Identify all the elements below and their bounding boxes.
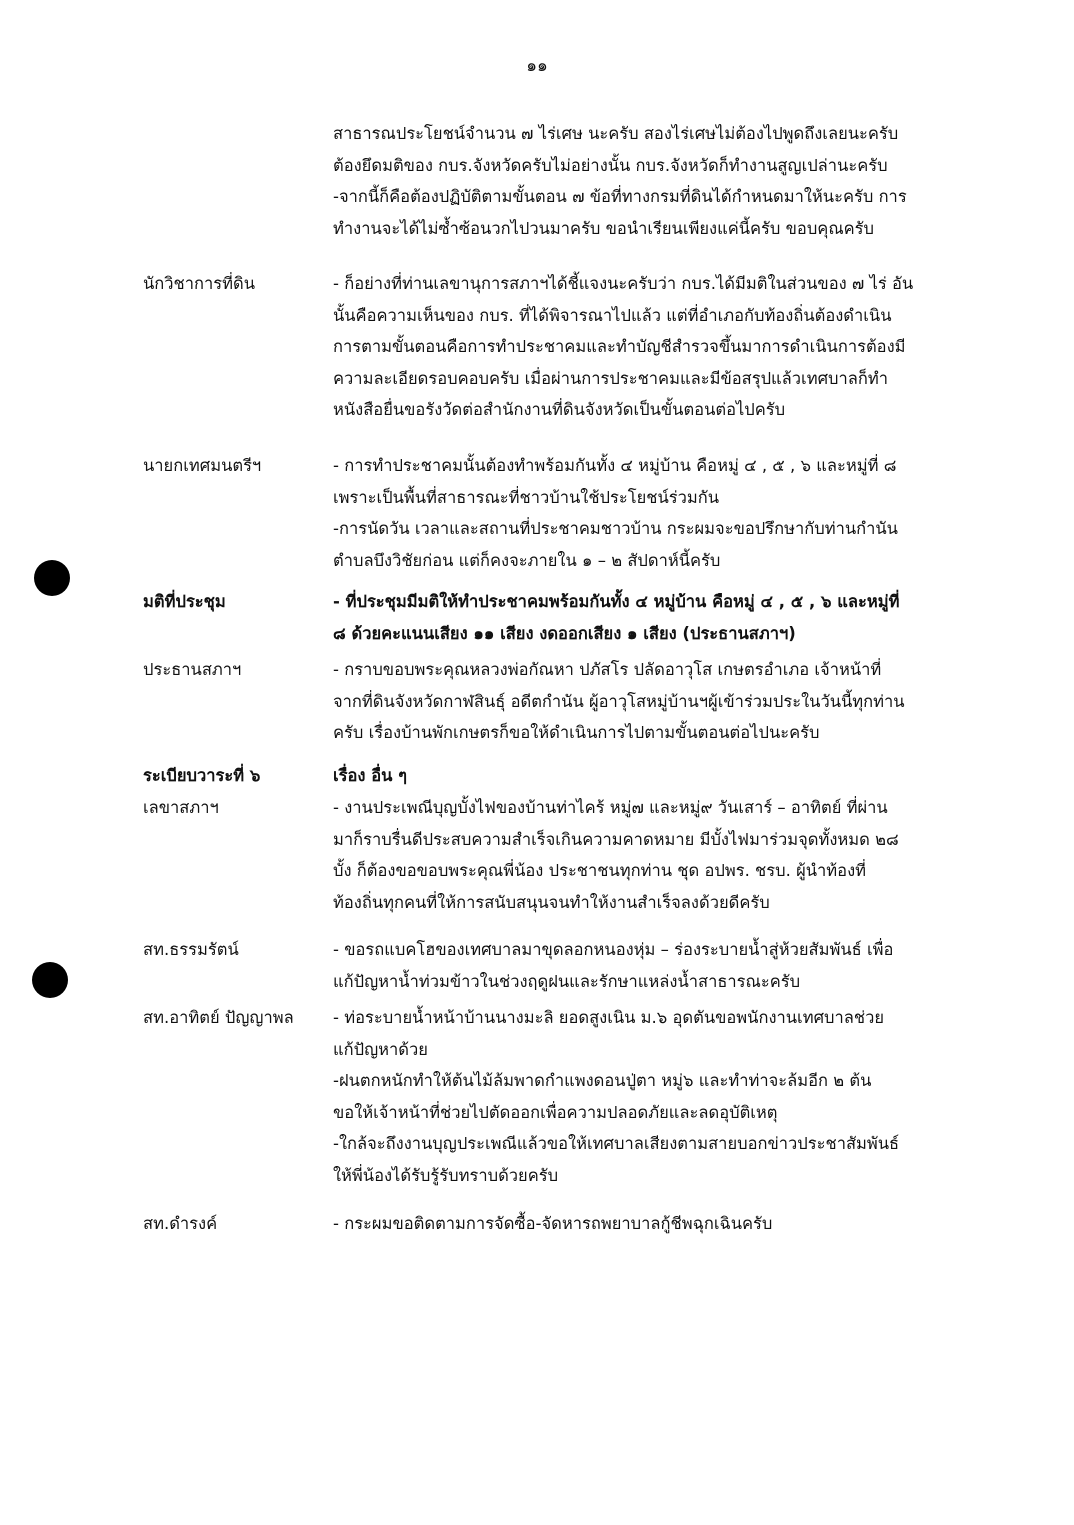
text-line: -การนัดวัน เวลาและสถานที่ประชาคมชาวบ้าน กระผมจะขอปรึกษากับท่านกำนัน <box>333 519 898 538</box>
text-line: -ฝนตกหนักทำให้ต้นไม้ล้มพาดกำแพงดอนปู่ตา หมู่๖ และทำท่าจะล้มอีก ๒ ต้น <box>333 1071 872 1090</box>
speaker-label: นักวิชาการที่ดิน <box>143 274 255 293</box>
text-line: นั้นคือความเห็นของ กบร. ที่ได้พิจารณาไปแล้ว แต่ที่อำเภอกับท้องถิ่นต้องดำเนิน <box>333 305 892 325</box>
block-text <box>333 654 933 749</box>
block-text <box>333 934 933 997</box>
block-text <box>333 118 933 244</box>
text-line: ต้องยึดมติของ กบร.จังหวัดครับไม่อย่างนั้น กบร.จังหวัดก็ทำงานสูญเปล่านะครับ <box>333 155 888 175</box>
punch-hole-top <box>34 560 70 596</box>
text-line: - ขอรถแบคโฮของเทศบาลมาขุดลอกหนองหุ่ม – ร่องระบายน้ำสู่ห้วยสัมพันธ์ เพื่อ <box>333 940 894 959</box>
text-line: ตำบลบึงวิชัยก่อน แต่ก็คงจะภายใน ๑ – ๒ สัปดาห์นี้ครับ <box>333 550 721 570</box>
speaker-label: ระเบียบวาระที่ ๖ <box>143 766 261 785</box>
text-line: - งานประเพณีบุญบั้งไฟของบ้านท่าไคร้ หมู่๗ และหมู่๙ วันเสาร์ – อาทิตย์ ที่ผ่าน <box>333 798 888 817</box>
text-line: สาธารณประโยชน์จำนวน ๗ ไร่เศษ นะครับ สองไร่เศษไม่ต้องไปพูดถึงเลยนะครับ <box>333 124 899 143</box>
speaker-label: สท.ธรรมรัตน์ <box>143 940 239 959</box>
text-line: ท้องถิ่นทุกคนที่ให้การสนับสนุนจนทำให้งานสำเร็จลงด้วยดีครับ <box>333 892 770 912</box>
text-line: - ที่ประชุมมีมติให้ทำประชาคมพร้อมกันทั้ง ๔ หมู่บ้าน คือหมู่ ๔ , ๕ , ๖ และหมู่ที่ <box>333 592 900 611</box>
speaker-label: นายกเทศมนตรีฯ <box>143 456 262 475</box>
speaker-label: สท.ดำรงค์ <box>143 1214 218 1233</box>
text-line: ๘ ด้วยคะแนนเสียง ๑๑ เสียง งดออกเสียง ๑ เสียง (ประธานสภาฯ) <box>333 623 796 643</box>
block-text <box>333 1208 933 1240</box>
text-line: การตามขั้นตอนคือการทำประชาคมและทำบัญชีสำรวจขึ้นมาการดำเนินการต้องมี <box>333 337 906 356</box>
text-line: แก้ปัญหาน้ำท่วมข้าวในช่วงฤดูฝนและรักษาแหล่งน้ำสาธารณะครับ <box>333 971 801 991</box>
block-text <box>333 1002 933 1191</box>
text-line: - ก็อย่างที่ท่านเลขานุการสภาฯได้ชี้แจงนะครับว่า กบร.ได้มีมติในส่วนของ ๗ ไร่ อัน <box>333 274 914 293</box>
speaker-label: เลขาสภาฯ <box>143 798 219 817</box>
text-line: ความละเอียดรอบคอบครับ เมื่อผ่านการประชาคมและมีข้อสรุปแล้วเทศบาลก็ทำ <box>333 368 889 388</box>
text-line: หนังสือยื่นขอรังวัดต่อสำนักงานที่ดินจังหวัดเป็นขั้นตอนต่อไปครับ <box>333 400 786 419</box>
block-text <box>333 450 933 576</box>
text-line: - ท่อระบายน้ำหน้าบ้านนางมะลิ ยอดสูงเนิน ม.๖ อุดตันขอพนักงานเทศบาลช่วย <box>333 1008 885 1027</box>
text-line: เพราะเป็นพื้นที่สาธารณะที่ชาวบ้านใช้ประโยชน์ร่วมกัน <box>333 487 719 507</box>
speaker-label: สท.อาทิตย์ ปัญญาพล <box>143 1008 294 1027</box>
text-line: -ใกล้จะถึงงานบุญประเพณีแล้วขอให้เทศบาลเสียงตามสายบอกข่าวประชาสัมพันธ์ <box>333 1134 900 1153</box>
block-text <box>333 792 933 918</box>
text-line: - กราบขอบพระคุณหลวงพ่อกัณหา ปภัสโร ปลัดอาวุโส เกษตรอำเภอ เจ้าหน้าที่ <box>333 660 882 679</box>
text-line: ขอให้เจ้าหน้าที่ช่วยไปตัดออกเพื่อความปลอดภัยและลดอุบัติเหตุ <box>333 1102 778 1122</box>
text-line: ครับ เรื่องบ้านพักเกษตรก็ขอให้ดำเนินการไปตามขั้นตอนต่อไปนะครับ <box>333 723 820 742</box>
text-line: ให้พี่น้องได้รับรู้รับทราบด้วยครับ <box>333 1165 559 1185</box>
text-line: เรื่อง อื่น ๆ <box>333 766 408 785</box>
block-text <box>333 586 933 649</box>
text-line: บั้ง ก็ต้องขอขอบพระคุณพี่น้อง ประชาชนทุกท่าน ชุด อปพร. ชรบ. ผู้นำท้องที่ <box>333 861 867 880</box>
text-line: จากที่ดินจังหวัดกาฬสินธุ์ อดีตกำนัน ผู้อาวุโสหมู่บ้านฯผู้เข้าร่วมประในวันนี้ทุกท่าน <box>333 691 905 711</box>
block-text <box>333 760 933 792</box>
page-number: ๑๑ <box>526 56 548 76</box>
text-line: -จากนี้ก็คือต้องปฏิบัติตามขั้นตอน ๗ ข้อที่ทางกรมที่ดินได้กำหนดมาให้นะครับ การ <box>333 187 907 206</box>
speaker-label: ประธานสภาฯ <box>143 660 242 679</box>
speaker-label: มติที่ประชุม <box>143 592 226 611</box>
text-line: แก้ปัญหาด้วย <box>333 1039 428 1059</box>
text-line: มาก็ราบรื่นดีประสบความสำเร็จเกินความคาดหมาย มีบั้งไฟมาร่วมจุดทั้งหมด ๒๘ <box>333 829 899 849</box>
text-line: ทำงานจะได้ไม่ซ้ำซ้อนวกไปวนมาครับ ขอนำเรียนเพียงแค่นี้ครับ ขอบคุณครับ <box>333 218 875 238</box>
text-line: - กระผมขอติดตามการจัดซื้อ-จัดหารถพยาบาลกู้ชีพฉุกเฉินครับ <box>333 1214 773 1233</box>
block-text <box>333 268 933 426</box>
punch-hole-bottom <box>32 962 68 998</box>
text-line: - การทำประชาคมนั้นต้องทำพร้อมกันทั้ง ๔ หมู่บ้าน คือหมู่ ๔ , ๕ , ๖ และหมู่ที่ ๘ <box>333 456 897 475</box>
